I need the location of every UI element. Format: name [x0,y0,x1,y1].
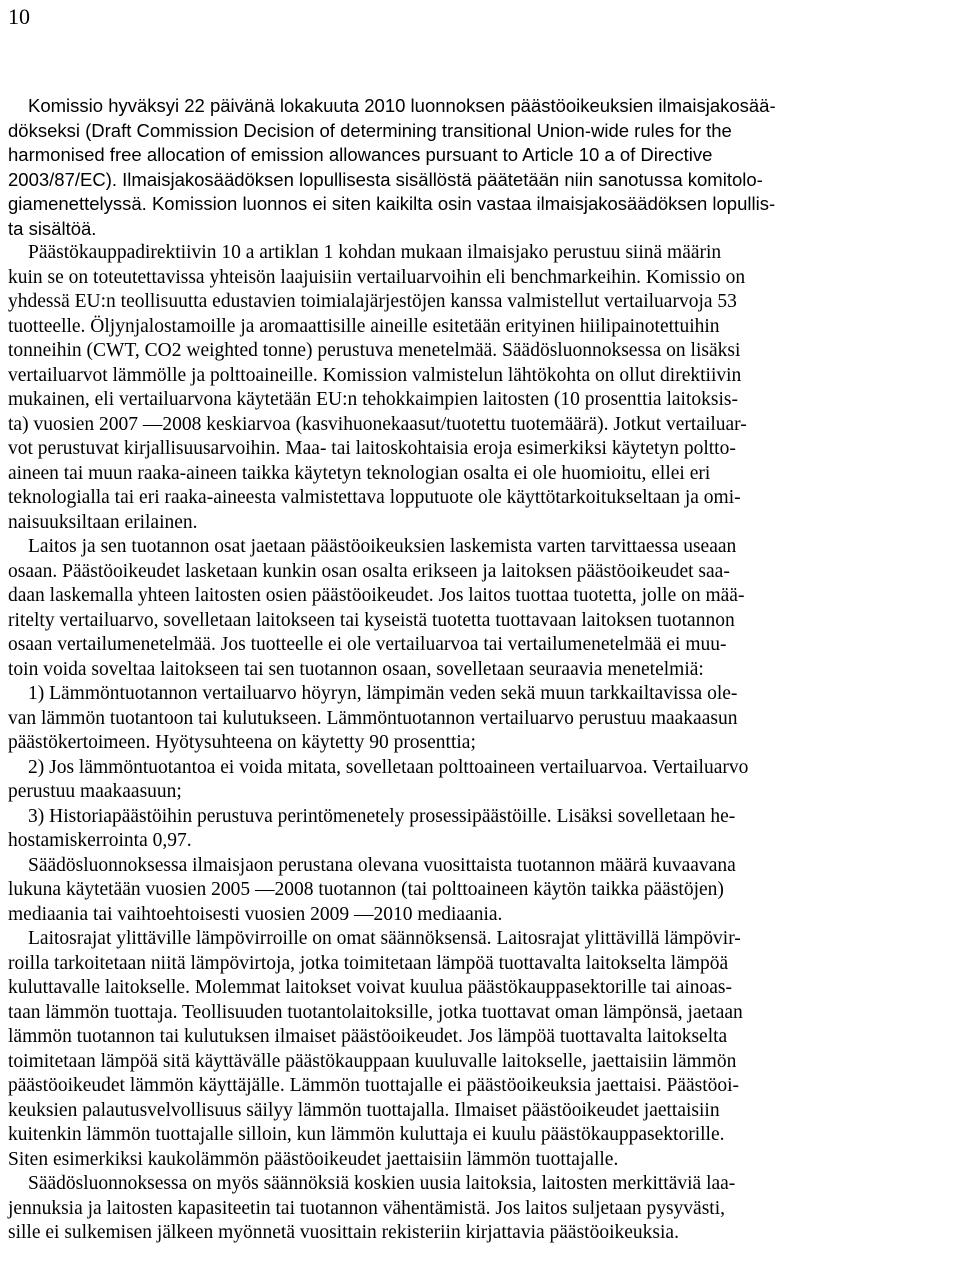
text-line: jennuksia ja laitosten kapasiteetin tai tuotannon vähentämistä. Jos laitos suljetaan pysyvästi, [8,1197,726,1219]
text-line: kuitenkin lämmön tuottajalle silloin, kun lämmön kuluttaja ei kuulu päästökauppasektorille. [8,1124,725,1145]
paragraph [8,756,953,805]
text-line: teknologialla tai eri raaka-aineesta valmistettava lopputuote ole käyttötarkoitukseltaan ja omi- [8,487,741,508]
text-line: 3) Historiapäästöihin perustuva perintömenetely prosessipäästöille. Lisäksi sovelletaan he- [28,805,736,827]
text-line: yhdessä EU:n teollisuutta edustavien toimialajärjestöjen kanssa valmistellut vertailuarvoja 53 [8,291,737,312]
text-line: 1) Lämmöntuotannon vertailuarvo höyryn, lämpimän veden sekä muun tarkkailtavissa ole- [28,683,738,704]
text-line: taan lämmön tuottaja. Teollisuuden tuotantolaitoksille, jotka tuottavat oman lämpönsä, jaetaan [8,1001,743,1023]
text-line: kuluttavalle laitokselle. Molemmat laitokset voivat kuulua päästökauppasektorille tai ainoas- [8,977,733,998]
text-line: keuksien palautusvelvollisuus säilyy lämmön tuottajalla. Ilmaiset päästöoikeudet jaettaisiin [8,1099,720,1121]
text-line: roilla tarkoitetaan niitä lämpövirtoja, jotka toimitetaan lämpöä tuottavalta laitokselta lämpöä [8,952,729,974]
text-line: Komissio hyväksyi 22 päivänä lokakuuta 2010 luonnoksen päästöoikeuksien ilmaisjakosää- [28,95,776,116]
text-line: sille ei sulkemisen jälkeen myönnetä vuosittain rekisteriin kirjattavia päästöoikeuksia. [8,1222,679,1243]
text-line: giamenettelyssä. Komission luonnos ei siten kaikilta osin vastaa ilmaisjakosäädöksen lopullis- [8,193,776,214]
text-line: toin voida soveltaa laitokseen tai sen tuotannon osaan, sovelletaan seuraavia menetelmiä: [8,658,704,680]
paragraph [8,682,953,756]
text-line: ta sisältöä. [8,217,97,239]
text-line: naisuuksiltaan erilainen. [8,511,198,533]
text-line: mediaania tai vaihtoehtoisesti vuosien 2009 —2010 mediaania. [8,903,503,925]
text-line: lämmön tuotannon tai kulutuksen ilmaiset päästöoikeudet. Jos lämpöä tuottavalta laitokselta [8,1026,728,1047]
text-line: osaan. Päästöoikeudet lasketaan kunkin osan osalta erikseen ja laitoksen päästöoikeudet saa- [8,560,730,582]
text-line: osaan vertailumenetelmää. Jos tuotteelle ei ole vertailuarvoa tai vertailumenetelmää ei muu- [8,634,727,655]
text-line: Siten esimerkiksi kaukolämmön päästöoikeudet jaettaisiin lämmön tuottajalle. [8,1148,619,1170]
text-line: aineen tai muun raaka-aineen taikka käytetyn teknologian osalta ei ole huomioitu, ellei eri [8,462,711,484]
text-line: tonneihin (CWT, CO2 weighted tonne) perustuva menetelmää. Säädösluonnoksessa on lisäksi [8,340,741,361]
text-line: Laitosrajat ylittäville lämpövirroille on omat säännöksensä. Laitosrajat ylittävillä lämpövir- [28,928,741,949]
paragraph [8,1172,953,1246]
text-line: vot perustuvat kirjallisuusarvoihin. Maa- tai laitoskohtaisia eroja esimerkiksi käytetyn poltto- [8,438,736,459]
text-line: Säädösluonnoksessa on myös säännöksiä koskien uusia laitoksia, laitosten merkittäviä laa- [28,1173,736,1194]
paragraph [8,241,953,535]
text-line: daan laskemalla yhteen laitosten osien päästöoikeudet. Jos laitos tuottaa tuotetta, jolle on mää- [8,585,745,606]
paragraph [8,927,953,1172]
paragraph [8,854,953,928]
paragraph [8,805,953,854]
text-line: päästökertoimeen. Hyötysuhteena on käytetty 90 prosenttia; [8,732,476,753]
text-line: tuotteelle. Öljynjalostamoille ja aromaattisille aineille esitetään erityinen hiilipainotettuihin [8,315,720,337]
text-line: 2) Jos lämmöntuotantoa ei voida mitata, sovelletaan polttoaineen vertailuarvoa. Vertailuarvo [28,756,749,778]
text-line: dökseksi (Draft Commission Decision of determining transitional Union-wide rules for the [8,119,732,141]
text-line: 2003/87/EC). Ilmaisjakosäädöksen lopullisesta sisällöstä päätetään niin sanotussa komitolo- [8,168,763,190]
text-line: harmonised free allocation of emission allowances pursuant to Article 10 a of Directive [8,144,713,165]
text-line: kuin se on toteutettavissa yhteisön laajuisiin vertailuarvoihin eli benchmarkeihin. Komissio on [8,266,746,288]
text-line: päästöoikeudet lämmön käyttäjälle. Lämmön tuottajalle ei päästöoikeuksia jaettaisi. Päästöoi- [8,1075,740,1096]
text-line: hostamiskerrointa 0,97. [8,830,192,851]
document-body [8,94,953,1246]
page-number: 10 [8,4,30,29]
text-line: ritelty vertailuarvo, sovelletaan laitokseen tai kyseistä tuotetta tuottavaan laitoksen tuotannon [8,609,735,631]
text-line: ta) vuosien 2007 —2008 keskiarvoa (kasvihuonekaasut/tuotettu tuotemäärä). Jotkut vertailuar- [8,413,747,435]
text-line: lukuna käytetään vuosien 2005 —2008 tuotannon (tai polttoaineen käytön taikka päästöjen) [8,879,724,900]
paragraph [8,535,953,682]
paragraph [8,94,953,241]
text-line: mukainen, eli vertailuarvona käytetään EU:n tehokkaimpien laitosten (10 prosenttia laitoksis- [8,389,738,410]
text-line: perustuu maakaasuun; [8,781,182,802]
text-line: van lämmön tuotantoon tai kulutukseen. Lämmöntuotannon vertailuarvo perustuu maakaasun [8,707,738,729]
text-line: Laitos ja sen tuotannon osat jaetaan päästöoikeuksien laskemista varten tarvittaessa useaan [28,536,737,557]
text-line: vertailuarvot lämmölle ja polttoaineille. Komission valmistelun lähtökohta on ollut direktiivin [8,364,742,386]
text-line: toimitetaan lämpöä sitä käyttävälle päästökauppaan kuuluvalle laitokselle, jaettaisiin lämmön [8,1050,737,1072]
text-line: Säädösluonnoksessa ilmaisjaon perustana olevana vuosittaista tuotannon määrä kuvaavana [28,854,736,876]
text-line: Päästökauppadirektiivin 10 a artiklan 1 kohdan mukaan ilmaisjako perustuu siinä määrin [28,242,722,263]
